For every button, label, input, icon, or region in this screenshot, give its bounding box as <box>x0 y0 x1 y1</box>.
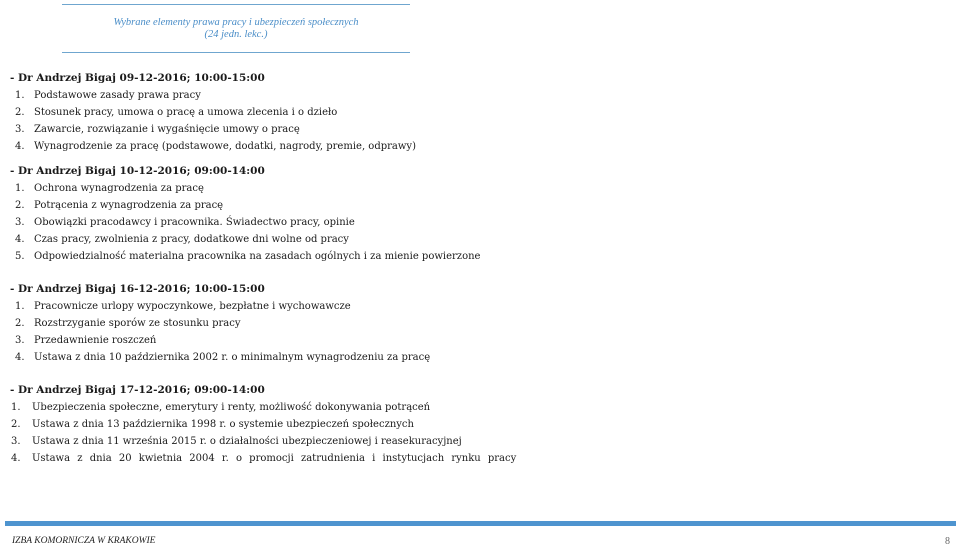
session-heading: - Dr Andrzej Bigaj 17-12-2016; 09:00-14:00 <box>10 384 265 396</box>
list-item: 3. Obowiązki pracodawcy i pracownika. Świadectwo pracy, opinie <box>15 217 355 228</box>
list-item: 1. Podstawowe zasady prawa pracy <box>15 90 201 101</box>
session-1 <box>10 70 910 155</box>
list-item: 2. Potrącenia z wynagrodzenia za pracę <box>15 200 224 211</box>
list-item: 2. Ustawa z dnia 13 października 1998 r. o systemie ubezpieczeń społecznych <box>11 419 414 430</box>
list-item: 3. Przedawnienie roszczeń <box>15 335 157 346</box>
course-title: Wybrane elementy prawa pracy i ubezpieczeń społecznych <box>113 17 359 28</box>
course-hours: (24 jedn. lekc.) <box>204 29 268 40</box>
list-item: 3. Ustawa z dnia 11 września 2015 r. o działalności ubezpieczeniowej i reasekuracyjnej <box>11 436 462 447</box>
list-item: 1. Pracownicze urlopy wypoczynkowe, bezpłatne i wychowawcze <box>15 301 351 312</box>
list-item: 4. Ustawa z dnia 20 kwietnia 2004 r. o promocji zatrudnienia i instytucjach rynku pracy <box>11 453 517 464</box>
list-item: 2. Stosunek pracy, umowa o pracę a umowa zlecenia i o dzieło <box>15 107 338 118</box>
footer-divider <box>5 521 956 526</box>
session-3 <box>10 281 910 366</box>
list-item: 4. Wynagrodzenie za pracę (podstawowe, dodatki, nagrody, premie, odprawy) <box>15 141 416 152</box>
session-heading: - Dr Andrzej Bigaj 10-12-2016; 09:00-14:00 <box>10 165 265 177</box>
course-title-box <box>62 4 410 53</box>
session-2 <box>10 163 910 265</box>
list-item: 3. Zawarcie, rozwiązanie i wygaśnięcie umowy o pracę <box>15 124 300 135</box>
session-heading: - Dr Andrzej Bigaj 09-12-2016; 10:00-15:00 <box>10 72 265 84</box>
session-4 <box>10 382 910 467</box>
list-item: 4. Ustawa z dnia 10 października 2002 r. o minimalnym wynagrodzeniu za pracę <box>15 352 431 363</box>
list-item: 2. Rozstrzyganie sporów ze stosunku pracy <box>15 318 241 329</box>
list-item: 4. Czas pracy, zwolnienia z pracy, dodatkowe dni wolne od pracy <box>15 234 349 245</box>
footer-organization: IZBA KOMORNICZA W KRAKOWIE <box>12 536 156 546</box>
list-item: 1. Ubezpieczenia społeczne, emerytury i renty, możliwość dokonywania potrąceń <box>11 402 431 413</box>
session-heading: - Dr Andrzej Bigaj 16-12-2016; 10:00-15:00 <box>10 283 265 295</box>
page-number: 8 <box>945 536 950 547</box>
list-item: 1. Ochrona wynagrodzenia za pracę <box>15 183 204 194</box>
list-item: 5. Odpowiedzialność materialna pracownika na zasadach ogólnych i za mienie powierzone <box>15 251 481 262</box>
